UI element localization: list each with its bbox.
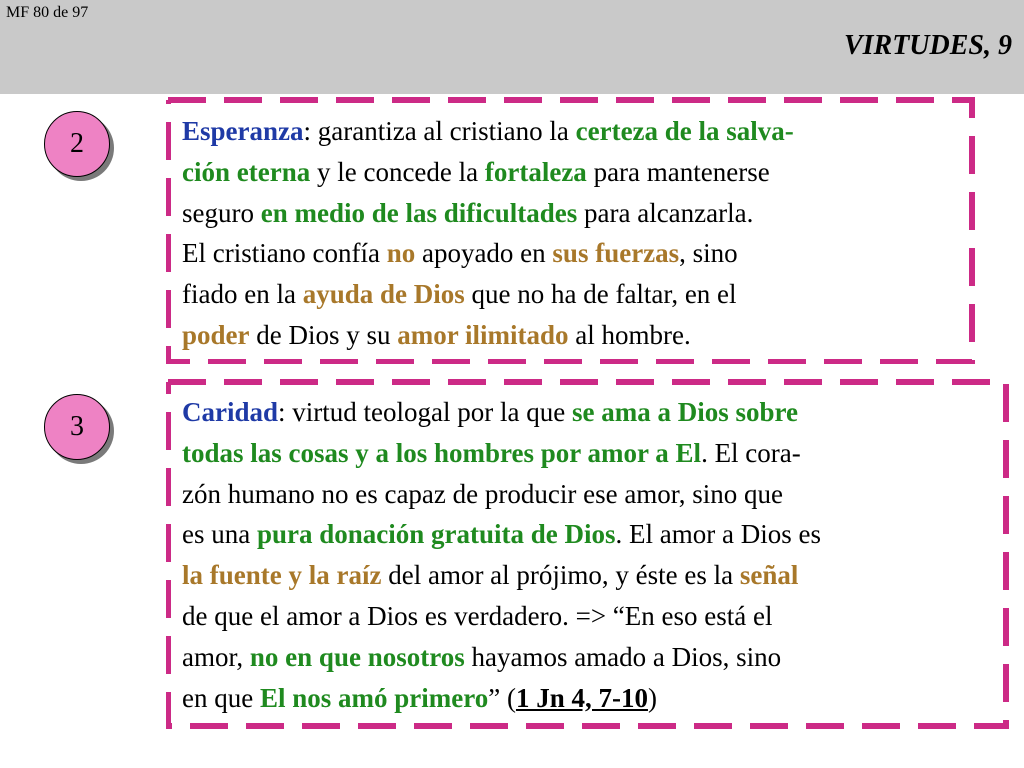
emphasis-text: la fuente y la raíz <box>182 560 382 591</box>
text-line <box>182 315 794 356</box>
body-text: . El amor a Dios es <box>615 519 821 550</box>
emphasis-text: poder <box>182 319 250 350</box>
body-text: ) <box>647 682 657 713</box>
emphasis-text: no en que nosotros <box>249 641 465 672</box>
emphasis-text: Esperanza <box>182 116 304 146</box>
text-line <box>182 274 794 315</box>
text-line <box>182 193 794 234</box>
body-text: en que <box>182 682 260 713</box>
emphasis-text: señal <box>739 560 799 591</box>
text-line <box>182 111 794 152</box>
emphasis-text: en medio de las dificultades <box>260 197 578 228</box>
body-text: El cristiano confía <box>182 238 387 269</box>
text-line <box>182 637 821 678</box>
esperanza-paragraph <box>182 111 794 356</box>
emphasis-text: sus fuerzas <box>552 238 680 269</box>
text-line <box>182 233 794 274</box>
section-number: 2 <box>70 128 84 159</box>
emphasis-text: fortaleza <box>484 156 587 187</box>
body-text: : virtud teologal por la que <box>278 397 572 427</box>
body-text: de Dios y su <box>249 319 398 350</box>
emphasis-text: Caridad <box>182 397 279 427</box>
body-text: de que el amor a Dios es verdadero. => “En eso está el <box>182 600 773 631</box>
body-text: , sino <box>679 238 738 269</box>
body-text: es una <box>182 519 257 550</box>
emphasis-text: se ama a Dios sobre <box>571 397 798 427</box>
emphasis-text: no <box>386 238 416 269</box>
body-text: del amor al prójimo, y éste es la <box>381 560 740 591</box>
emphasis-text: ción eterna <box>182 156 311 187</box>
caridad-paragraph <box>182 392 821 718</box>
header-bar <box>0 0 1024 94</box>
body-text: ” ( <box>488 682 516 713</box>
body-text: al hombre. <box>568 319 691 350</box>
body-text: hayamos amado a Dios, sino <box>464 641 782 672</box>
page-counter: MF 80 de 97 <box>6 4 89 21</box>
bible-reference: 1 Jn 4, 7-10 <box>515 682 648 713</box>
text-line <box>182 474 821 515</box>
emphasis-text: amor ilimitado <box>397 319 569 350</box>
text-line <box>182 152 794 193</box>
section-number: 3 <box>70 411 84 442</box>
text-line <box>182 514 821 555</box>
body-text: y le concede la <box>310 156 485 187</box>
body-text: zón humano no es capaz de producir ese amor, sino que <box>182 478 783 509</box>
body-text: apoyado en <box>415 238 553 269</box>
body-text: : garantiza al cristiano la <box>303 116 576 146</box>
body-text: fiado en la <box>182 279 303 310</box>
body-text: seguro <box>182 197 261 228</box>
text-line <box>182 433 821 474</box>
emphasis-text: El nos amó primero <box>259 682 489 713</box>
section-number-badge <box>44 394 110 460</box>
body-text: para alcanzarla. <box>577 197 754 228</box>
emphasis-text: pura donación gratuita de Dios <box>256 519 616 550</box>
body-text: para mantenerse <box>586 156 770 187</box>
text-line <box>182 392 821 433</box>
text-line <box>182 596 821 637</box>
body-text: . El cora- <box>701 437 801 468</box>
text-line <box>182 555 821 596</box>
emphasis-text: certeza de la salva- <box>575 116 794 146</box>
section-number-badge <box>44 111 110 177</box>
slide-title: VIRTUDES, 9 <box>843 30 1012 61</box>
emphasis-text: ayuda de Dios <box>302 279 465 310</box>
body-text: que no ha de faltar, en el <box>464 279 737 310</box>
body-text: amor, <box>182 641 250 672</box>
text-line <box>182 678 821 719</box>
emphasis-text: todas las cosas y a los hombres por amor a El <box>182 437 702 468</box>
